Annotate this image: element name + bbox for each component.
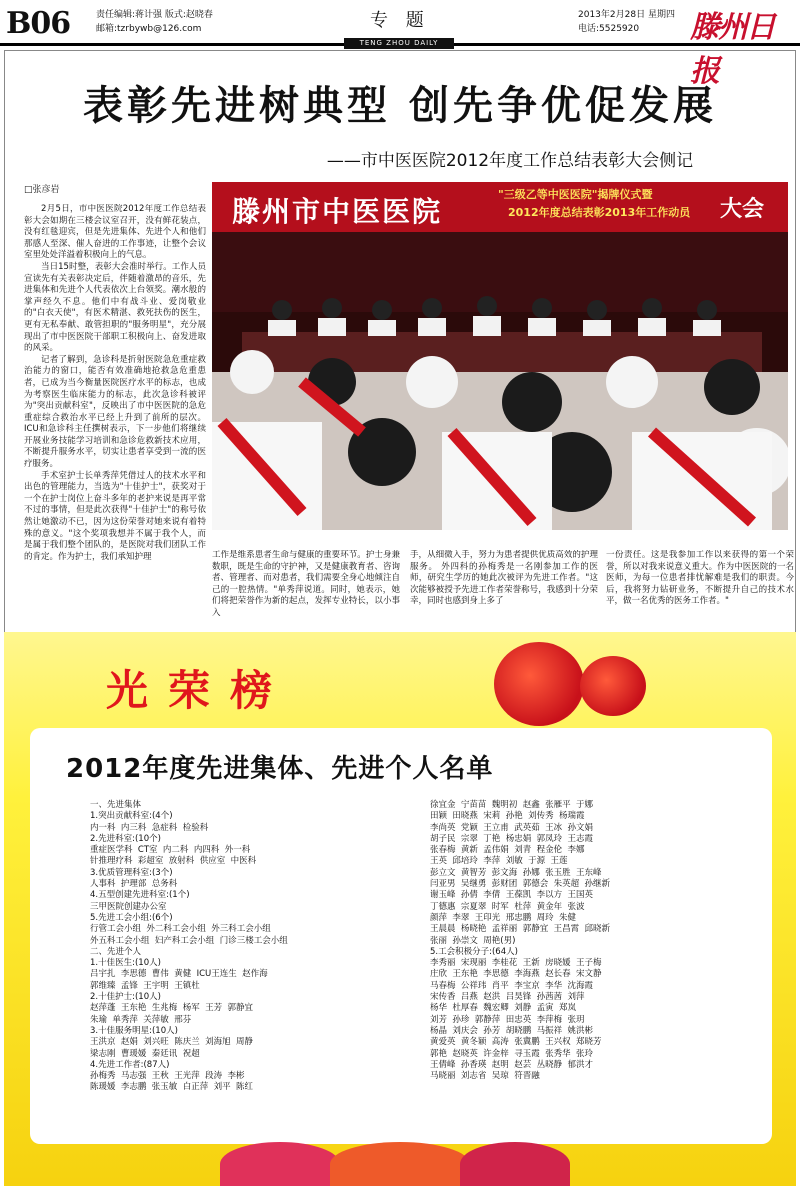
lantern-icon [580,656,646,716]
article-column-3: 手，从细微入手，努力为患者提供优质高效的护理服务。 外四科的孙梅秀是一名刚参加工作的医师，研究生学历的她此次被评为先进工作者。"这次能够被授予先进工作者荣誉称号，我感到十分荣幸，同时也感到身上多了 [410,550,598,607]
editor-info [96,8,213,36]
article-paragraph: 手术室护士长单秀萍凭借过人的技术水平和出色的管理能力，当选为"十佳护士"，获奖对于一个在护士岗位上奋斗多年的老护来说是再平常不过的事情，但是此次获得"十佳护士"的称号依然让她激动不已，因为这份荣誉对她来说有着特殊的意义。"这个奖项我想并不属于我个人，而是属于我们整个团队的，是医院对我们团队工作的肯定。作为护士，我们承知护理 [24,470,206,562]
honor-roll-title: 光荣榜 [106,666,293,715]
email-line: 邮箱:tzrbywb@126.com [96,24,202,34]
section-title: 专 题 [370,10,430,31]
honor-list-title: 2012年度先进集体、先进个人名单 [66,754,494,784]
honor-list-column-a: 一、先进集体 1.突出贡献科室:(4个) 内一科 内三科 急症科 检验科 2.先进科室:(10个) 重症医学科 CT室 内二科 内四科 外一科 针推理疗科 彩超室 放射科 供应室 中医科 3.优质管理科室:(3个) 人事科 护理部 总务科 4.五型创建先进科室:(1个) 三甲医院创建办公室 5.先进工会小组:(6个) 行管工会小组 外二科工会小组 外三科工会小组 外五科工会小组 妇产科工会小组 门诊三楼工会小组 二、先进个人 1.十佳医生:(10人) 吕宇扎 李思德 曹伟 黄健 ICU王连生 赵作海 郭维臻 孟锋 王宇明 王镇杜 2.十佳护士:(10人) 赵萍蓬 王东艳 生兆梅 杨军 王芳 郭静宜 朱瑜 单秀萍 关萍敏 邢芬 3.十佳服务明星:(10人) 王洪京 赵娟 刘兴旺 陈庆兰 刘海旭 周静 梁志刚 曹瑗媛 秦廷讯 祝超 4.先进工作者:(87人) 孙梅秀 马志强 王秋 王光萍 段涛 李彬 陈瑗媛 李志鹏 张玉敏 白正萍 刘平 陈红 [90,800,288,1093]
banner-end-text: 大会 [720,197,765,222]
meeting-photo [212,182,788,530]
banner-line-2: 2012年度总结表彰2013年工作动员 [508,206,691,219]
byline: □张彦岩 [24,185,60,195]
article-paragraph: 当日15时整，表彰大会准时举行。工作人员宣读先有关表彰决定后，伴随着激昂的音乐，先进集体和先进个人代表依次上台领奖。潮水般的掌声经久不息。他们中有战斗业、爱岗敬业的"白衣天使"，有医术精湛、救死扶伤的医生，更有无私奉献、敢管担职的"服务明星"，充分展现出了市中医医院干部职工积极向上、奋发进取的风采。 [24,261,206,354]
banner-line-1: "三级乙等中医医院"揭牌仪式暨 [498,188,653,201]
flower-decoration [220,1142,340,1186]
section-subtitle: TENG ZHOU DAILY [344,38,454,49]
headline: 表彰先进树典型 创先争优促发展 [83,83,717,129]
audience-illustration [212,182,788,530]
subheadline: ——市中医医院2012年度工作总结表彰大会侧记 [326,151,694,171]
editors-line: 责任编辑:蒋计强 版式:赵晓春 [96,10,213,20]
page-number: B06 [6,6,71,41]
masthead-logo: 滕州日报 [690,10,774,89]
honor-list-column-b: 徐宜金 宁苗苗 魏明初 赵鑫 张雁平 于娜 田颖 田晓燕 宋莉 孙艳 刘传秀 杨瑞霞 李尚英 党颖 王立甫 武英茹 王冰 孙文娟 胡子民 宗翠 丁艳 杨忠娟 郭凤玲 王志霞 张春梅 黄新 孟伟娟 刘青 程金伦 李娜 王英 邱培玲 李萍 刘敏 于源 王莲 彭立文 黄智芳 彭文海 孙娜 张玉胜 王东峰 闫亚男 吴继勇 彭财团 郭德会 朱英超 孙继新 谢玉峰 孙倩 李倩 王葆凯 李以方 王国英 丁德惠 宗夏翠 时军 杜萍 黄金年 张波 颜萍 李翠 王印光 邢忠鹏 周玲 朱健 王晨晨 杨晓艳 孟祥丽 郭静宜 王昌霄 邱晓新 张丽 孙崇文 周艳(男) 5.工会积极分子:(64人) 李秀丽 宋现丽 李桂花 王新 房晓媛 王子梅 庄欣 王东艳 李思德 李海燕 赵长春 宋文静 马春梅 公祥玮 肖平 李宝京 李华 沈海霞 宋传香 吕燕 赵洪 吕昊锋 孙茜茜 刘萍 杨华 杜厚春 魏宏卿 刘静 孟寅 郑岚 刘芳 孙珍 郭静萍 田忠英 李萍梅 张玥 杨晶 刘庆会 孙芳 胡晓鹏 马振祥 姚洪彬 黄爱英 黄冬颖 高涛 张冀鹏 王兴权 郑晓芳 郭艳 赵晓英 许金梓 寻玉霞 张秀华 张玲 王倩峰 孙香瑛 赵明 赵芸 丛晓静 郁洪才 马晓丽 刘志省 吴琼 符晋融 [430,800,611,1082]
banner-main-text: 滕州市中医医院 [232,195,443,228]
article-column-4: 一份责任。这是我参加工作以来获得的第一个荣誉，所以对我来说意义重大。作为中医医院的一名医师，为每一位患者排忧解难是我们的职责。今后，我将努力钻研业务，不断提升自己的技术水平，做一名优秀的医务工作者。" [606,550,794,607]
article-column-2: 工作是维系患者生命与健康的重要环节。护士身兼数职，既是生命的守护神，又是健康教育者、咨询者、管理者、而对患者，我们需要全身心地倾注自己的一腔热情。"单秀萍说道。同时，她表示，她们将把荣誉作为新的起点，发挥专业特长，以小事入 [212,550,400,618]
phone-number: 电话:5525920 [578,24,640,34]
issue-date: 2013年2月28日 星期四 [578,10,675,20]
article-paragraph: 2月5日，市中医医院2012年度工作总结表彰大会如期在三楼会议室召开，没有鲜花装点，没有红毯迎宾，但是先进集体、先进个人和他们那感人至深、催人奋进的工作事迹，让整个会议室里处处洋溢着积极向上的气息。 [24,204,206,261]
article-paragraph: 记者了解到，急诊科是折射医院急危重症救治能力的窗口，能否有效准确地抢救急危重患者，已成为当今衡量医院医疗水平的标志，也成为考察医生临床能力的标志，此次急诊科被评为"突出贡献科室"，反映出了市中医医院的急危重症综合救治水平已经上升到了前所的层次。ICU和急诊科主任撰树表示，下一步他们将继续开展业务技能学习培训和急诊危救新技术应用，不断提升服务水平，切实让患者享受到一流的医疗服务。 [24,354,206,470]
flower-decoration [460,1142,570,1186]
article-column-1 [24,204,206,640]
flower-decoration [330,1142,470,1186]
date-block [578,8,675,36]
lantern-icon [494,642,584,726]
